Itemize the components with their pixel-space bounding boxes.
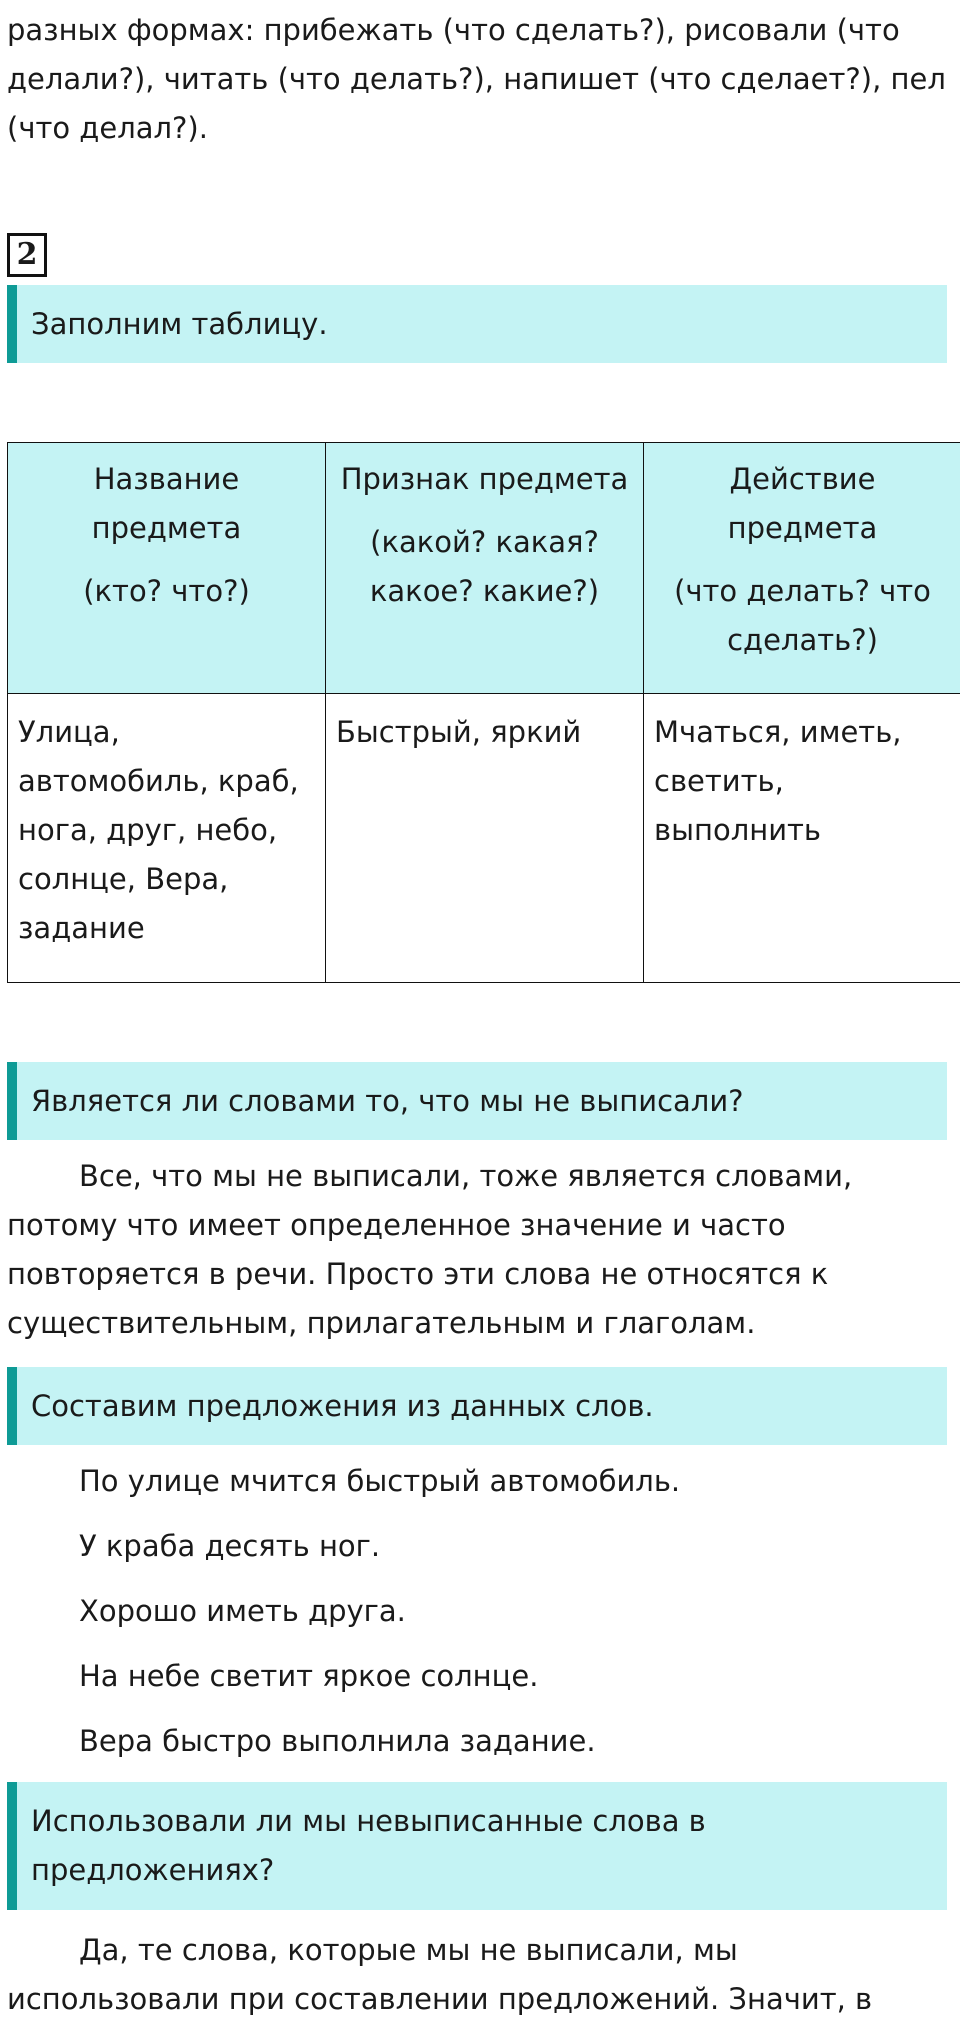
task-number-badge: 2	[7, 233, 47, 277]
answer-used-words: Да, те слова, которые мы не выписали, мы использовали при составлении предложений. Значит, в	[7, 1926, 947, 2024]
header-object-action-title: Действие предмета	[654, 455, 951, 553]
header-object-attribute-title: Признак предмета	[336, 455, 633, 504]
answer-unwritten-words: Все, что мы не выписали, тоже является словами, потому что имеет определенное значение и часто повторяется в речи. Просто эти слова не относятся к существительным, прилагательным и глаголам.	[7, 1152, 947, 1348]
header-object-name-title: Название предмета	[18, 455, 315, 553]
question-unwritten-words: Является ли словами то, что мы не выписали?	[7, 1062, 947, 1140]
parts-of-speech-table	[7, 442, 960, 983]
cell-nouns: Улица, автомобиль, краб, нога, друг, небо, солнце, Вера, задание	[8, 694, 326, 983]
sentence-item: У краба десять ног.	[7, 1522, 947, 1571]
sentence-item: Хорошо иметь друга.	[7, 1587, 947, 1636]
sentence-item: Вера быстро выполнила задание.	[7, 1717, 947, 1766]
question-fill-table: Заполним таблицу.	[7, 285, 947, 363]
question-used-words: Использовали ли мы невыписанные слова в предложениях?	[7, 1782, 947, 1910]
question-make-sentences: Составим предложения из данных слов.	[7, 1367, 947, 1445]
document-content	[7, 0, 947, 2024]
intro-paragraph: разных формах: прибежать (что сделать?), рисовали (что делали?), читать (что делать?), напишет (что сделает?), пел (что делал?).	[7, 6, 947, 153]
header-object-attribute-question: (какой? какая? какое? какие?)	[336, 518, 633, 616]
header-object-name-question: (кто? что?)	[18, 567, 315, 616]
table-header-row	[8, 443, 960, 694]
sentence-item: На небе светит яркое солнце.	[7, 1652, 947, 1701]
sentence-list	[7, 1457, 947, 1766]
sentence-item: По улице мчится быстрый автомобиль.	[7, 1457, 947, 1506]
header-object-action-question: (что делать? что сделать?)	[654, 567, 951, 665]
header-object-name	[8, 443, 326, 694]
cell-verbs: Мчаться, иметь, светить, выполнить	[644, 694, 960, 983]
cell-adjectives: Быстрый, яркий	[326, 694, 644, 983]
header-object-attribute	[326, 443, 644, 694]
table-row	[8, 694, 960, 983]
header-object-action	[644, 443, 960, 694]
